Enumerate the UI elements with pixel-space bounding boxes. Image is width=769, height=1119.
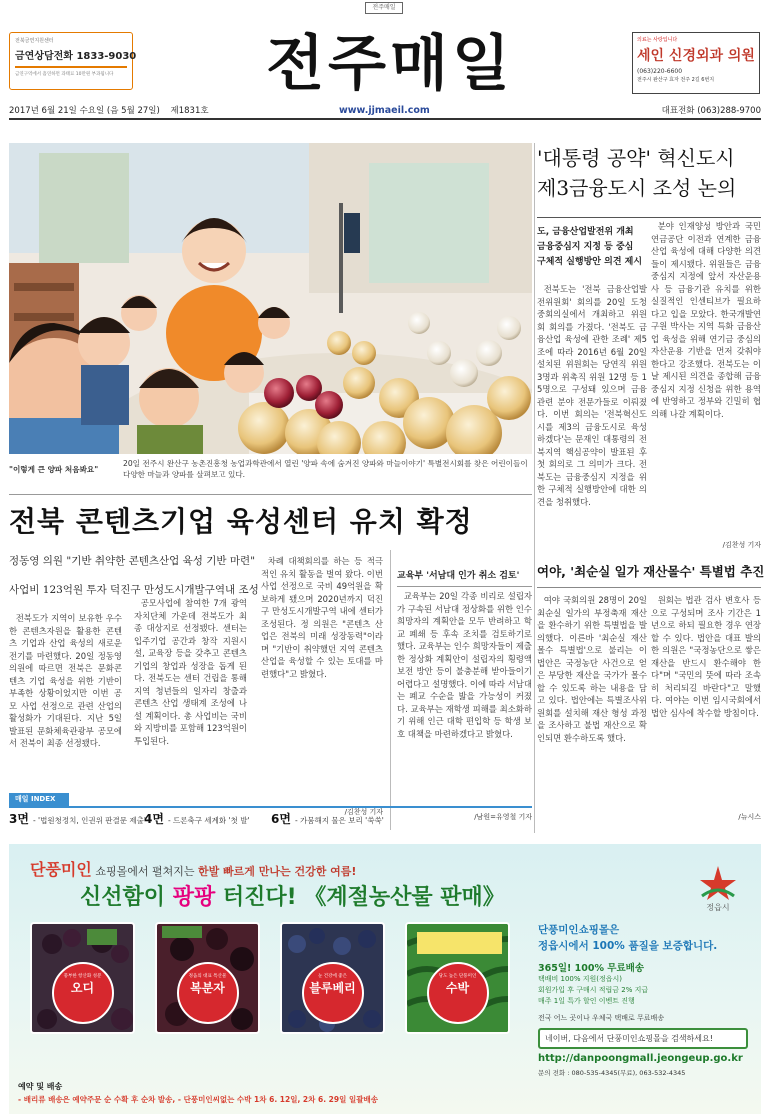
main-phone: 대표전화 (063)288-9700	[661, 106, 761, 116]
story1-subhead: 금융중심지 지정 등 중심	[537, 242, 634, 252]
ad-left-divider	[15, 66, 127, 68]
ad-brand: 단풍미인	[30, 860, 92, 879]
ad-right-top: 의료는 사랑입니다	[637, 37, 678, 43]
story1-divider	[537, 217, 761, 218]
story3-column2	[651, 594, 761, 812]
story1-column2	[651, 220, 761, 540]
column-divider	[390, 550, 391, 830]
ad-search-box[interactable]: 네이버, 다음에서 단풍미인쇼핑몰을 검색하세요!	[538, 1028, 748, 1049]
story3-column2-text: 원회는 법관 검사 변호사 등으로 구성되며 조사 기간은 1년으로 하되 필요한 경우 연장할 수 있다. 법안을 대표 발의한 의원은 "국정농단으로 쌓은 재산을 반드시 환수해야 한다"며 "국민의 뜻에 따라 조속히 처리되길 바란다"고 말했다. 여야는 이번 임시국회에서 법안 심사에 착수할 방침이다.	[651, 595, 761, 718]
product-badge	[427, 962, 489, 1024]
product-name: 블루베리	[309, 981, 356, 995]
ad-info-line1: 단풍미인쇼핑몰은	[538, 924, 620, 936]
jeongeup-logo-mark	[692, 862, 744, 902]
ad-brand-suffix: 쇼핑몰에서 펼쳐지는	[95, 865, 195, 878]
index-page: 6면	[271, 812, 291, 826]
photo-caption-text: 20일 전주시 완산구 농촌진흥청 농업과학관에서 열린 '양파 속에 숨겨진 양파와 마늘이야기' 특별전시회를 찾은 어린이들이 다양한 마늘과 양파를 살펴보고 있다.	[123, 459, 528, 479]
index-text: - '법원청정치, 인권위 판결문 제출'	[32, 816, 146, 825]
newspaper-title: 전주매일	[266, 29, 514, 99]
story2-body	[397, 590, 532, 808]
product-card-bokbunja[interactable]	[155, 922, 260, 1034]
ad-info-free-delivery: 365일! 100% 무료배송	[538, 963, 645, 974]
index-item[interactable]	[144, 808, 250, 832]
ad-title-part1: 신선함이	[80, 885, 166, 910]
ad-delivery-notice	[18, 1080, 578, 1106]
issue-number: 제1831호	[170, 106, 209, 116]
story3-column1-text: 여야 국회의원 28명이 20일 최순실 일가의 부정축재 재산을 환수하기 위한 특별법을 발의했다. 이른바 '최순실 재산몰수 특별법'으로 불리는 이 법안은 국정농단 사건으로 얻은 부당한 재산을 국가가 몰수할 수 있도록 하는 내용을 담고 있다. 법안에는 특별조사위원회를 설치해 재산 형성 과정을 조사하고 불법 재산으로 확인되면 환수하도록 했다.	[537, 595, 647, 743]
ad-left-line: 금연상담전화 1833-9030	[15, 51, 137, 62]
ad-delivery-text: - 배리류 배송은 예약주문 순 수확 후 순차 발송, - 단풍미인씨없는 수박 1차 6. 12일, 2차 6. 29일 일괄배송	[18, 1095, 378, 1104]
product-badge	[52, 962, 114, 1024]
lead-divider	[9, 494, 532, 495]
index-text: - 가뭄해지 물은 보리 '쑥쑥'	[294, 816, 384, 825]
issue-date-text: 2017년 6월 21일 수요일 (음 5월 27일)	[9, 106, 160, 116]
lead-column1-text: 전북도가 지역이 보유한 우수한 콘텐츠자원을 활용한 콘텐츠 기업과 산업 육성의 새로운 전기를 마련했다. 20일 정동영 의원에 따르면 전북은 문화콘텐츠 기업 육성을 위한 기반이 부족한 상황이었지만 이번 공모 사업 선정으로 관련 산업의 활성화가 기대된다. 지난 5일 발표된 문화체육관광부 공모에서 전북이 최종 선정됐다.	[9, 613, 122, 748]
story1-column2-text: 분야 인재양성 방안과 국민연금공단 이전과 연계한 금융산업 육성에 대해 다양한 의견들이 제시됐다. 위원들은 금융중심지 지정에 앞서 자산운용사 등 금융기관 유치를 위한 실질적인 인센티브가 필요하다고 입을 모았다. 한국개발연구원 박사는 지역 특화 금융산업 육성을 위해 연기금 중심의 자산운용 기반을 먼저 갖춰야 한다고 강조했다. 전북도는 이날 제시된 의견을 종합해 금융중심지 지정 신청을 위한 용역에 반영하고 정부와 긴밀히 협의해 나갈 계획이다.	[651, 221, 761, 419]
lead-headline: 전북 콘텐츠기업 육성센터 유치 확정	[9, 505, 473, 538]
lead-byline: /김찬성 기자	[344, 808, 383, 816]
story2-byline: /남원=유영철 기자	[474, 813, 532, 821]
date-bar	[9, 104, 761, 120]
index-text: - 드론축구 세계화 '첫 발'	[167, 816, 250, 825]
ad-info-benefit: 매주 1일 특가 할인 이벤트 진행	[538, 997, 635, 1005]
index-title: 매일 INDEX	[9, 793, 69, 806]
column-divider	[534, 143, 535, 833]
story1-subhead: 도, 금융산업발전위 개최	[537, 227, 634, 237]
product-desc: 풍부한 항산화 성분	[63, 974, 102, 979]
product-desc: 정읍의 대표 특산물	[188, 974, 227, 979]
story2-body-text: 교육부는 20일 각종 비리로 설립자가 구속된 서남대 정상화를 위한 인수 희망자의 계획안을 모두 반려하고 학교 폐쇄 등 후속 조치를 검토하기로 했다. 교육부는 인수 희망자들이 제출한 정상화 계획안이 설립자의 횡령액 보전 방안 등이 불충분해 받아들이기 어렵다고 설명했다. 이에 따라 서남대는 폐교 수순을 밟을 가능성이 커졌다. 교육부는 재학생 피해를 최소화하기 위해 인근 대학 편입학 등 학생 보호 대책을 마련하겠다고 밝혔다.	[397, 591, 532, 739]
children-onion-photo	[9, 143, 532, 454]
lead-photo	[9, 143, 532, 454]
photo-caption	[9, 458, 532, 486]
lead-column1	[9, 612, 122, 822]
ad-main-title	[80, 878, 540, 918]
site-url[interactable]: www.jjmaeil.com	[339, 105, 430, 116]
product-badge	[302, 962, 364, 1024]
index-bar	[9, 806, 532, 830]
ad-delivery-title: 예약 및 배송	[18, 1082, 63, 1091]
story1-headline-line1: '대통령 공약' 혁신도시	[537, 146, 735, 170]
lead-column3-text: 차례 대책회의를 하는 등 적극적인 유치 활동을 벌여 왔다. 이번 사업 선정으로 국비 49억원을 확보하게 됐으며 2020년까지 덕진구 만성도시개발구역 내에 센터가 조성된다. 정 의원은 "콘텐츠 산업은 전북의 미래 성장동력"이라며 "기반이 취약했던 지역 콘텐츠 산업을 육성할 수 있는 토대를 마련했다"고 밝혔다.	[261, 556, 383, 679]
lead-subhead2: 사업비 123억원 투자 덕진구 만성도시개발구역내 조성	[9, 584, 259, 596]
story1-subheads	[537, 225, 647, 270]
ad-url-link[interactable]: http://danpoongmall.jeongeup.go.kr	[538, 1053, 743, 1064]
story1-headline-line2: 제3금융도시 조성 논의	[537, 176, 737, 200]
product-card-blueberry[interactable]	[280, 922, 385, 1034]
story1-byline: /김찬성 기자	[722, 541, 761, 549]
ad-left-tiny: 금연구역에서 흡연하면 과태료 10만원 부과됩니다	[15, 72, 114, 77]
product-card-odi[interactable]	[30, 922, 135, 1034]
print-stamp	[340, 2, 428, 14]
ad-clinic	[632, 32, 760, 94]
ad-slogan: 한발 빠르게 만나는 건강한 여름!	[197, 865, 357, 878]
ad-info-benefit: 회원가입 후 구매시 적립금 2% 지급	[538, 986, 649, 994]
ad-smoking-center	[9, 32, 137, 90]
ad-right-addr: 전주시 완산구 효자 전주 2길 6번지	[637, 77, 715, 83]
ad-right-name: 세인 신경외과 의원	[637, 48, 755, 64]
issue-date	[9, 104, 209, 118]
ad-info-panel	[538, 922, 748, 1082]
product-card-watermelon[interactable]	[405, 922, 510, 1034]
print-stamp-label: 전주매일	[365, 2, 402, 14]
story3-byline: /뉴시스	[738, 813, 761, 821]
product-name: 복분자	[190, 981, 225, 995]
index-item[interactable]	[9, 808, 146, 832]
lead-column3	[261, 555, 383, 813]
story1-subhead: 구체적 실행방안 의견 제시	[537, 257, 643, 267]
ad-contact: 문의 전화 : 080-535-4345(무료), 063-532-4345	[538, 1069, 686, 1077]
index-page: 4면	[144, 812, 164, 826]
lead-subhead1: 정동영 의원 "기반 취약한 콘텐츠산업 육성 기반 마련"	[9, 555, 256, 567]
ad-right-phone: (063)220-6600	[637, 68, 683, 75]
ad-info-post-delivery: 전국 어느 곳이나 우체국 택배로 무료배송	[538, 1014, 665, 1022]
ad-info-line2: 정읍시에서 100% 품질을 보증합니다.	[538, 940, 718, 952]
ad-left-org: 전북금연지원센터	[15, 38, 54, 44]
story3-column1	[537, 594, 647, 822]
index-item[interactable]	[271, 808, 384, 832]
product-name: 오디	[70, 981, 95, 995]
story1-column1	[537, 283, 647, 555]
ad-title-part2: 팡팡	[172, 885, 216, 910]
story1-column1-text: 전북도는 '전북 금융산업발전위원회' 회의를 20일 도청 중회의실에서 개최하고 위원회 회의를 가졌다. '전북도 금융산업 육성에 관한 조례' 제5조에 따라 2016년 6월 20일 설치된 위원회는 당연직 위원 3명과 위촉직 위원 12명 등 15명으로 구성돼 있으며 금융관련 분야 전문가들로 이뤄졌다. 이번 회의는 '전북혁신도시를 제3의 금융도시로 육성하겠다'는 문재인 대통령의 전북지역 핵심공약이 발표된 후 첫 회의로 그 의미가 크다. 전북도는 금융중심지 지정을 위한 구체적 실행방안에 대한 의견을 청취했다.	[537, 284, 647, 507]
product-desc: 당도 높은 단풍미인	[438, 974, 477, 979]
story2-headline: 교육부 '서남대 인가 취소 검토'	[397, 570, 532, 587]
photo-caption-title: "이렇게 큰 양파 처음봐요"	[9, 465, 99, 474]
ad-info-benefit: 택배비 100% 지원(정읍시)	[538, 975, 623, 983]
ad-logo-text: 정읍시	[706, 903, 730, 912]
story3-headline: 여야, '최순실 일가 재산몰수' 특별법 추진	[537, 562, 761, 588]
lead-column2	[134, 597, 247, 822]
ad-title-part3: 터진다! 《계절농산물 판매》	[222, 885, 505, 910]
product-desc: 눈 건강에 좋은	[318, 974, 347, 979]
product-name: 수박	[445, 981, 470, 995]
lead-column2-text: 공모사업에 참여한 7개 광역자치단체 가운데 전북도가 최종 대상지로 선정됐다. 센터는 입주기업 공간과 창작 지원시설, 교육장 등을 갖추고 콘텐츠 기업의 창업과 성장을 돕게 된다. 전북도는 센터 건립을 통해 지역 청년들의 일자리 창출과 콘텐츠 산업 생태계 조성에 나설 계획이다. 총 사업비는 국비와 지방비를 포함해 123억원이 투입된다.	[134, 598, 247, 746]
product-badge	[177, 962, 239, 1024]
index-page: 3면	[9, 812, 29, 826]
